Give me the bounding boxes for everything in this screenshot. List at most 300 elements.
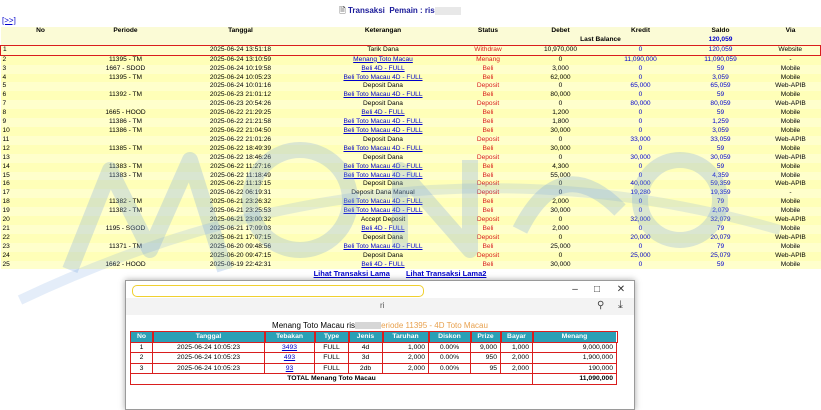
win-table-header (131, 332, 617, 343)
cell-status: Beli (482, 126, 494, 134)
cell-no: 7 (2, 100, 7, 108)
col-header-periode: Periode (81, 27, 171, 36)
table-row (1, 198, 821, 207)
cell-tanggal: 2025-06-21 17:09:03 (209, 224, 272, 232)
cell-status: Deposit (476, 189, 500, 197)
cell-tanggal: 2025-06-19 22:42:31 (209, 260, 272, 268)
cell-status: Beli (482, 118, 494, 126)
win-total-label: TOTAL Menang Toto Macau (131, 374, 533, 385)
win-cell-no: 2 (131, 353, 153, 364)
cell-no: 22 (2, 233, 10, 241)
table-row (1, 55, 821, 64)
minimize-icon[interactable]: – (572, 284, 578, 295)
cell-status: Beli (482, 198, 494, 206)
document-icon: 🗎 (339, 6, 346, 15)
win-cell-menang: 1,900,000 (533, 353, 617, 364)
table-row (1, 82, 821, 91)
cell-periode: 11382 - TM (108, 207, 143, 215)
cell-kredit: 32,000 (630, 216, 651, 224)
cell-debet: 2,000 (552, 224, 569, 232)
popup-titlebar[interactable] (126, 281, 634, 298)
win-cell-prize: 95 (471, 363, 501, 374)
cell-keterangan[interactable]: Beli Toto Macau 4D - FULL (343, 118, 423, 126)
search-icon[interactable]: ⚲ (597, 300, 605, 311)
cell-via: Web-APIB (775, 153, 806, 161)
cell-no: 2 (2, 55, 7, 63)
cell-saldo: 3,059 (712, 126, 729, 134)
cell-status: Beli (482, 171, 494, 179)
win-col-diskon: Diskon (429, 332, 471, 343)
cell-keterangan[interactable]: Beli Toto Macau 4D - FULL (343, 144, 423, 152)
cell-no: 25 (2, 260, 10, 268)
cell-via: Mobile (780, 91, 801, 99)
cell-debet: 10,970,000 (521, 45, 601, 55)
table-row (1, 243, 821, 252)
col-header-no: No (1, 27, 81, 36)
cell-tanggal: 2025-06-24 10:19:58 (209, 64, 272, 72)
cell-tanggal: 2025-06-23 20:54:26 (209, 100, 272, 108)
cell-via: Mobile (780, 260, 801, 268)
win-table-row (131, 353, 617, 364)
cell-no: 17 (2, 189, 10, 197)
table-row (1, 207, 821, 216)
cell-keterangan: Deposit Dana (363, 233, 403, 241)
cell-saldo: 59,359 (710, 180, 731, 188)
cell-no: 10 (2, 126, 10, 134)
cell-periode: 1195 - SGOD (105, 224, 146, 232)
cell-debet: 0 (558, 180, 563, 188)
table-row (1, 163, 821, 172)
cell-periode: 11383 - TM (108, 171, 143, 179)
win-cell-tanggal: 2025-06-24 10:05:23 (153, 342, 265, 353)
cell-periode (81, 45, 171, 55)
cell-periode: 1665 - HOOD (105, 109, 146, 117)
cell-kredit: 33,000 (630, 135, 651, 143)
cell-kredit: 0 (638, 224, 643, 232)
cell-status: Beli (482, 64, 494, 72)
cell-no: 13 (2, 153, 10, 161)
win-col-tebakan: Tebakan (265, 332, 315, 343)
win-cell-bayar: 2,000 (501, 363, 533, 374)
table-row (1, 145, 821, 154)
win-total-row (131, 374, 617, 385)
cell-kredit: 0 (601, 45, 681, 55)
cell-via: Mobile (780, 162, 801, 170)
cell-keterangan: Deposit Dana (363, 135, 403, 143)
cell-no: 19 (2, 207, 10, 215)
old-transactions-link-2[interactable]: Lihat Transaksi Lama2 (405, 269, 487, 278)
win-cell-jenis: 4d (349, 342, 383, 353)
cell-debet: 0 (558, 55, 563, 63)
cell-keterangan: Tarik Dana (311, 45, 456, 55)
cell-keterangan[interactable]: Beli 4D - FULL (361, 260, 405, 268)
cell-via: Website (761, 45, 821, 55)
cell-kredit: 40,000 (630, 180, 651, 188)
cell-kredit: 0 (638, 198, 643, 206)
cell-kredit: 0 (638, 207, 643, 215)
download-icon[interactable]: ⤓ (618, 299, 623, 311)
cell-status: Beli (482, 73, 494, 81)
win-cell-type: FULL (315, 363, 349, 374)
cell-no: 18 (2, 198, 10, 206)
cell-via: Mobile (780, 171, 801, 179)
cell-keterangan[interactable]: Beli Toto Macau 4D - FULL (343, 91, 423, 99)
cell-keterangan[interactable]: Beli Toto Macau 4D - FULL (343, 198, 423, 206)
cell-keterangan[interactable]: Beli 4D - FULL (361, 224, 405, 232)
win-cell-tebakan[interactable]: 493 (265, 353, 315, 364)
cell-periode: 1662 - HOOD (105, 260, 146, 268)
cell-debet: 3,000 (552, 64, 569, 72)
page-title (0, 5, 800, 19)
win-cell-bayar: 1,000 (501, 342, 533, 353)
table-row (1, 127, 821, 136)
cell-tanggal: 2025-06-24 10:01:16 (209, 82, 272, 90)
cell-keterangan[interactable]: Beli Toto Macau 4D - FULL (343, 126, 423, 134)
cell-periode (81, 234, 171, 243)
cell-via: Mobile (780, 118, 801, 126)
cell-keterangan[interactable]: Beli Toto Macau 4D - FULL (343, 73, 423, 81)
cell-no: 20 (2, 216, 10, 224)
cell-debet: 0 (558, 100, 563, 108)
cell-periode (81, 82, 171, 91)
last-balance-value: 120,059 (681, 36, 761, 45)
popup-url-bar[interactable] (132, 285, 424, 297)
cell-periode: 11395 - TM (108, 73, 143, 81)
win-cell-jenis: 3d (349, 353, 383, 364)
table-row (1, 180, 821, 189)
cell-tanggal: 2025-06-23 21:01:12 (209, 91, 272, 99)
col-header-status: Status (456, 27, 521, 36)
cell-tanggal: 2025-06-22 21:29:25 (209, 109, 272, 117)
cell-saldo: 2,079 (712, 207, 729, 215)
win-col-bayar: Bayar (501, 332, 533, 343)
cell-keterangan[interactable]: Beli Toto Macau 4D - FULL (343, 162, 423, 170)
cell-keterangan[interactable]: Beli Toto Macau 4D - FULL (343, 242, 423, 250)
cell-tanggal: 2025-06-24 13:10:59 (209, 55, 272, 63)
cell-debet: 62,000 (550, 73, 571, 81)
cell-debet: 30,000 (550, 207, 571, 215)
cell-status: Deposit (476, 251, 500, 259)
cell-saldo: 20,079 (710, 233, 731, 241)
cell-tanggal: 2025-06-22 11:13:15 (210, 180, 271, 188)
cell-periode (81, 216, 171, 225)
cell-saldo: 80,059 (710, 100, 731, 108)
cell-periode: 11386 - TM (108, 126, 143, 134)
cell-status: Beli (482, 260, 494, 268)
cell-saldo: 30,059 (710, 153, 731, 161)
cell-no: 16 (2, 180, 10, 188)
cell-kredit: 80,000 (630, 100, 651, 108)
cell-saldo: 79 (716, 224, 725, 232)
cell-kredit: 0 (638, 73, 643, 81)
win-total-value: 11,090,000 (533, 374, 617, 385)
cell-kredit: 0 (638, 162, 643, 170)
cell-no: 15 (2, 171, 10, 179)
cell-no: 11 (2, 135, 10, 143)
cell-status: Deposit (476, 100, 500, 108)
cell-status: Deposit (476, 180, 500, 188)
cell-debet: 30,000 (550, 126, 571, 134)
cell-via: Mobile (780, 207, 801, 215)
popup-address-bar[interactable] (126, 298, 634, 316)
cell-debet: 1,800 (552, 118, 569, 126)
cell-status: Deposit (476, 153, 500, 161)
cell-tanggal: 2025-06-22 21:21:58 (209, 118, 272, 126)
maximize-icon[interactable]: □ (593, 284, 601, 295)
cell-debet: 30,000 (550, 144, 571, 152)
win-col-tanggal: Tanggal (153, 332, 265, 343)
cell-periode: 1667 - SDOD (105, 64, 146, 72)
table-row (1, 216, 821, 225)
cell-saldo: 79 (716, 242, 725, 250)
table-row (1, 118, 821, 127)
cell-saldo: 65,059 (710, 82, 731, 90)
cell-kredit: 19,280 (630, 189, 651, 197)
win-col-no: No (131, 332, 153, 343)
player-label: Pemain : ris (389, 6, 435, 15)
col-header-kredit: Kredit (601, 27, 681, 36)
cell-kredit: 0 (638, 260, 643, 268)
cell-periode (81, 100, 171, 109)
cell-status: Menang (476, 55, 500, 63)
table-row (1, 225, 821, 234)
table-row (1, 109, 821, 118)
cell-debet: 0 (558, 216, 563, 224)
cell-tanggal: 2025-06-22 11:18:49 (210, 171, 271, 179)
win-cell-diskon: 0.00% (429, 363, 471, 374)
cell-tanggal: 2025-06-21 23:25:53 (209, 207, 272, 215)
cell-no: 14 (2, 162, 10, 170)
cell-via: - (789, 55, 792, 63)
win-cell-diskon: 0.00% (429, 342, 471, 353)
cell-saldo: 33,059 (710, 135, 731, 143)
col-header-saldo: Saldo (681, 27, 761, 36)
cell-status: Beli (482, 144, 494, 152)
cell-saldo: 25,079 (710, 251, 731, 259)
cell-keterangan[interactable]: Beli Toto Macau 4D - FULL (343, 207, 423, 215)
last-balance-row (1, 36, 821, 45)
win-cell-taruhan: 1,000 (383, 342, 429, 353)
cell-debet: 55,000 (550, 171, 571, 179)
cell-status: Beli (482, 242, 494, 250)
cell-periode: 11392 - TM (108, 91, 143, 99)
cell-saldo: 59 (716, 260, 725, 268)
cell-keterangan[interactable]: Menang Toto Macau (353, 55, 413, 63)
cell-tanggal: 2025-06-22 21:01:26 (209, 135, 272, 143)
win-cell-jenis: 2db (349, 363, 383, 374)
cell-kredit: 0 (638, 242, 643, 250)
cell-kredit: 0 (638, 171, 643, 179)
cell-kredit: 0 (638, 126, 643, 134)
cell-periode (81, 154, 171, 163)
cell-kredit: 25,000 (630, 251, 651, 259)
table-row (1, 189, 821, 198)
cell-status: Beli (482, 91, 494, 99)
win-cell-no: 3 (131, 363, 153, 374)
win-detail-popup[interactable] (125, 280, 635, 410)
redaction-mask (355, 322, 381, 329)
cell-periode: 11383 - TM (108, 162, 143, 170)
win-cell-type: FULL (315, 353, 349, 364)
cell-status: Deposit (476, 216, 500, 224)
cell-via: Web-APIB (775, 82, 806, 90)
cell-via: Mobile (780, 242, 801, 250)
cell-tanggal: 2025-06-22 18:46:26 (209, 153, 272, 161)
cell-tanggal: 2025-06-20 09:47:15 (209, 251, 272, 259)
cell-tanggal: 2025-06-22 06:19:31 (209, 189, 272, 197)
footer-links (0, 269, 800, 278)
cell-kredit: 0 (638, 109, 643, 117)
table-row-selected (1, 45, 821, 55)
cell-keterangan: Deposit Dana (363, 153, 403, 161)
cell-status: Deposit (476, 135, 500, 143)
col-header-keterangan: Keterangan (311, 27, 456, 36)
cell-periode: 11382 - TM (108, 198, 143, 206)
cell-no: 24 (2, 251, 10, 259)
cell-via: Web-APIB (775, 251, 806, 259)
cell-status: Beli (482, 207, 494, 215)
cell-via: Web-APIB (775, 135, 806, 143)
cell-saldo: 59 (716, 109, 725, 117)
cell-via: Web-APIB (775, 180, 806, 188)
cell-via: Mobile (780, 224, 801, 232)
cell-keterangan[interactable]: Beli Toto Macau 4D - FULL (343, 171, 423, 179)
win-cell-tanggal: 2025-06-24 10:05:23 (153, 363, 265, 374)
table-row (1, 91, 821, 100)
cell-debet: 4,300 (552, 162, 569, 170)
table-row (1, 65, 821, 74)
win-cell-type: FULL (315, 342, 349, 353)
cell-debet: 0 (558, 82, 563, 90)
cell-debet: 80,000 (550, 91, 571, 99)
win-table (130, 331, 617, 385)
table-row (1, 74, 821, 83)
cell-via: Web-APIB (775, 216, 806, 224)
win-cell-prize: 950 (471, 353, 501, 364)
back-link[interactable]: [>>] (2, 16, 16, 25)
cell-status: Deposit (476, 233, 500, 241)
cell-keterangan[interactable]: Beli 4D - FULL (361, 64, 405, 72)
win-cell-tebakan[interactable]: 3493 (265, 342, 315, 353)
transactions-table (0, 27, 821, 269)
cell-debet: 1,200 (552, 109, 569, 117)
win-col-prize: Prize (471, 332, 501, 343)
win-col-type: Type (315, 332, 349, 343)
cell-no: 5 (2, 82, 7, 90)
win-col-taruhan: Taruhan (383, 332, 429, 343)
cell-debet: 0 (558, 135, 563, 143)
col-header-tanggal: Tanggal (171, 27, 311, 36)
win-cell-diskon: 0.00% (429, 353, 471, 364)
cell-tanggal: 2025-06-22 21:04:50 (209, 126, 272, 134)
win-cell-taruhan: 2,000 (383, 353, 429, 364)
cell-no: 6 (2, 91, 7, 99)
cell-debet: 0 (558, 153, 563, 161)
cell-kredit: 0 (638, 118, 643, 126)
win-cell-prize: 9,000 (471, 342, 501, 353)
cell-no: 9 (2, 118, 7, 126)
cell-no: 8 (2, 109, 7, 117)
cell-saldo: 59 (716, 144, 725, 152)
last-balance-label: Last Balance (521, 36, 681, 45)
cell-tanggal: 2025-06-20 09:48:56 (209, 242, 272, 250)
cell-saldo: 32,079 (710, 216, 731, 224)
table-row (1, 100, 821, 109)
cell-tanggal: 2025-06-24 10:05:23 (209, 73, 272, 81)
popup-title-suffix: eriode 11395 - 4D Toto Macau (381, 321, 488, 330)
page-title-text: Transaksi (347, 6, 385, 15)
cell-keterangan: Deposit Dana (363, 100, 403, 108)
cell-periode: 11385 - TM (108, 144, 143, 152)
popup-address-text: ri (380, 301, 385, 310)
cell-via: Web-APIB (775, 233, 806, 241)
cell-saldo: 4,359 (712, 171, 729, 179)
cell-no: 21 (2, 224, 10, 232)
col-header-via: Via (761, 27, 821, 36)
cell-keterangan: Accept Deposit (360, 216, 406, 224)
table-row (1, 252, 821, 261)
cell-debet: 25,000 (550, 242, 571, 250)
cell-kredit: 20,000 (630, 233, 651, 241)
old-transactions-link[interactable]: Lihat Transaksi Lama (313, 269, 390, 278)
cell-periode: 11395 - TM (108, 55, 143, 63)
cell-via: Web-APIB (775, 100, 806, 108)
win-cell-taruhan: 2,000 (383, 363, 429, 374)
cell-via: - (789, 189, 792, 197)
cell-kredit: 11,090,000 (624, 55, 657, 63)
cell-kredit: 0 (638, 64, 643, 72)
cell-no: 23 (2, 242, 10, 250)
cell-saldo: 1,259 (712, 118, 729, 126)
cell-status: Deposit (476, 82, 500, 90)
cell-kredit: 30,000 (630, 153, 651, 161)
cell-periode (81, 252, 171, 261)
cell-debet: 30,000 (550, 260, 571, 268)
cell-saldo: 79 (716, 198, 725, 206)
cell-saldo: 19,359 (710, 189, 731, 197)
cell-tanggal: 2025-06-21 23:26:32 (209, 198, 272, 206)
popup-title (126, 321, 634, 330)
cell-tanggal: 2025-06-21 23:00:32 (209, 216, 272, 224)
cell-saldo: 120,059 (681, 45, 761, 55)
cell-tanggal: 2025-06-21 17:07:15 (209, 233, 272, 241)
cell-via: Mobile (780, 144, 801, 152)
cell-no: 12 (2, 144, 10, 152)
cell-kredit: 0 (638, 144, 643, 152)
cell-keterangan: Deposit Dana (363, 82, 403, 90)
cell-tanggal: 2025-06-22 18:49:39 (209, 144, 272, 152)
cell-saldo: 59 (716, 162, 725, 170)
cell-keterangan[interactable]: Beli 4D - FULL (361, 109, 405, 117)
cell-kredit: 65,000 (630, 82, 651, 90)
win-cell-menang: 9,000,000 (533, 342, 617, 353)
cell-periode (81, 136, 171, 145)
cell-periode: 11371 - TM (108, 242, 143, 250)
redaction-mask (435, 7, 461, 15)
cell-periode: 11386 - TM (108, 118, 143, 126)
win-cell-no: 1 (131, 342, 153, 353)
cell-saldo: 11,090,059 (704, 55, 737, 63)
cell-keterangan: Deposit Dana Manual (351, 189, 415, 197)
close-icon[interactable]: ✕ (616, 284, 626, 295)
cell-keterangan: Deposit Dana (363, 180, 403, 188)
win-cell-tebakan[interactable]: 93 (265, 363, 315, 374)
cell-no: 1 (1, 45, 81, 55)
win-col-jenis: Jenis (349, 332, 383, 343)
cell-status: Withdraw (456, 45, 521, 55)
col-header-debet: Debet (521, 27, 601, 36)
cell-keterangan: Deposit Dana (363, 251, 403, 259)
